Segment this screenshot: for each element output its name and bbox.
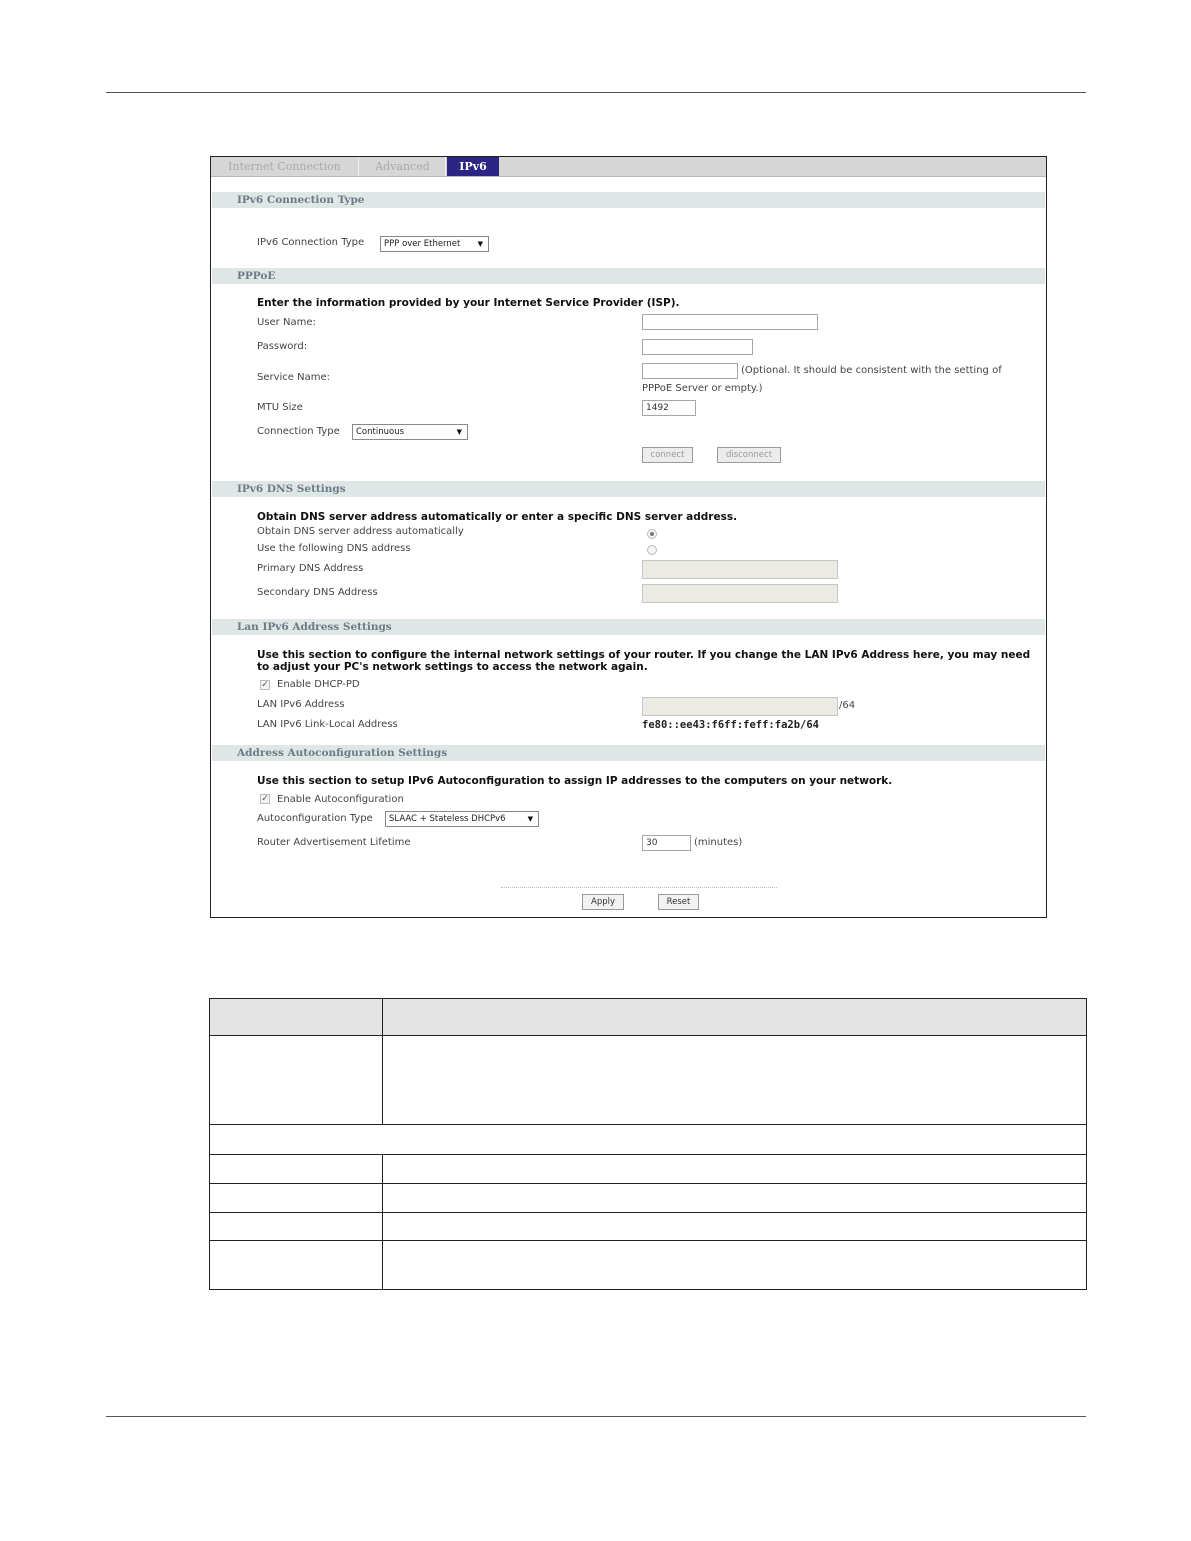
table-cell (210, 1213, 383, 1241)
table-cell (383, 1155, 1087, 1184)
table-cell (210, 1036, 383, 1125)
password-label: Password: (257, 341, 308, 352)
table-cell (210, 1125, 1087, 1155)
connection-type-select[interactable] (352, 424, 468, 440)
user-name-input[interactable] (642, 314, 818, 330)
enable-autoconfiguration-checkbox[interactable] (260, 794, 270, 804)
autoconfiguration-type-select[interactable] (385, 811, 539, 827)
connection-type-label: Connection Type (257, 426, 340, 437)
enable-autoconfiguration-label: Enable Autoconfiguration (277, 794, 404, 805)
dhcp-pd-checkbox[interactable] (260, 680, 270, 690)
table-row (210, 1213, 1087, 1241)
lan-ipv6-address-input[interactable] (642, 697, 838, 716)
table-header-row (210, 999, 1087, 1036)
chevron-down-icon: ▼ (456, 428, 462, 436)
pppoe-intro: Enter the information provided by your Internet Service Provider (ISP). (257, 297, 680, 309)
service-name-hint-2: PPPoE Server or empty.) (642, 383, 763, 394)
table-cell (383, 1184, 1087, 1213)
table-row (210, 1155, 1087, 1184)
tab-ipv6[interactable]: IPv6 (447, 157, 499, 176)
table-cell (383, 1241, 1087, 1290)
page-header-rule (106, 92, 1086, 93)
tab-bar (211, 157, 1046, 177)
connection-type-value: Continuous (356, 427, 405, 437)
ra-lifetime-input[interactable]: 30 (642, 835, 691, 851)
ipv6-connection-type-select[interactable] (380, 236, 489, 252)
lan-ipv6-address-label: LAN IPv6 Address (257, 699, 345, 710)
disconnect-button[interactable]: disconnect (717, 447, 781, 463)
section-ipv6-connection-type: IPv6 Connection Type (212, 192, 1045, 208)
password-input[interactable] (642, 339, 753, 355)
table-cell (210, 1241, 383, 1290)
dns-manual-label: Use the following DNS address (257, 543, 411, 554)
service-name-label: Service Name: (257, 372, 331, 383)
table-header-cell (383, 999, 1087, 1036)
section-lan-ipv6-address-settings: Lan IPv6 Address Settings (212, 619, 1045, 635)
ipv6-settings-screenshot (210, 156, 1047, 918)
checkmark-icon: ✓ (261, 794, 269, 804)
table-cell (210, 1184, 383, 1213)
autoconfiguration-type-value: SLAAC + Stateless DHCPv6 (389, 814, 506, 824)
autoconfiguration-type-label: Autoconfiguration Type (257, 813, 373, 824)
link-local-label: LAN IPv6 Link-Local Address (257, 719, 398, 730)
dns-auto-label: Obtain DNS server address automatically (257, 526, 464, 537)
mtu-size-label: MTU Size (257, 402, 303, 413)
page-footer-rule (106, 1416, 1086, 1417)
table-row (210, 1184, 1087, 1213)
mtu-size-input[interactable]: 1492 (642, 400, 696, 416)
secondary-dns-label: Secondary DNS Address (257, 587, 378, 598)
table-section-row (210, 1125, 1087, 1155)
table-cell (383, 1036, 1087, 1125)
connect-button[interactable]: connect (642, 447, 693, 463)
tab-advanced[interactable]: Advanced (360, 157, 446, 176)
section-address-autoconfiguration: Address Autoconfiguration Settings (212, 745, 1045, 761)
section-pppoe: PPPoE (212, 268, 1045, 284)
dhcp-pd-label: Enable DHCP-PD (277, 679, 360, 690)
checkmark-icon: ✓ (261, 680, 269, 690)
description-table (209, 998, 1087, 1290)
prefix-length-suffix: /64 (839, 700, 856, 711)
table-cell (383, 1213, 1087, 1241)
table-header-cell (210, 999, 383, 1036)
reset-button[interactable]: Reset (658, 894, 699, 910)
ra-lifetime-label: Router Advertisement Lifetime (257, 837, 411, 848)
ipv6-connection-type-label: IPv6 Connection Type (257, 237, 365, 248)
table-row (210, 1241, 1087, 1290)
table-row (210, 1036, 1087, 1125)
section-ipv6-dns-settings: IPv6 DNS Settings (212, 481, 1045, 497)
ipv6-connection-type-value: PPP over Ethernet (384, 239, 461, 249)
ra-lifetime-unit: (minutes) (694, 837, 743, 848)
dns-manual-radio[interactable] (647, 545, 657, 555)
autoconf-intro: Use this section to setup IPv6 Autoconfiguration to assign IP addresses to the computers on your network. (257, 775, 893, 787)
divider (501, 887, 777, 888)
dns-intro: Obtain DNS server address automatically or enter a specific DNS server address. (257, 511, 738, 523)
primary-dns-label: Primary DNS Address (257, 563, 364, 574)
apply-button[interactable]: Apply (582, 894, 624, 910)
primary-dns-input[interactable] (642, 560, 838, 579)
chevron-down-icon: ▼ (477, 240, 483, 248)
tab-internet-connection[interactable]: Internet Connection (211, 157, 359, 176)
user-name-label: User Name: (257, 317, 316, 328)
table-cell (210, 1155, 383, 1184)
link-local-value: fe80::ee43:f6ff:feff:fa2b/64 (642, 719, 820, 731)
secondary-dns-input[interactable] (642, 584, 838, 603)
service-name-input[interactable] (642, 363, 738, 379)
dns-auto-radio[interactable] (647, 529, 657, 539)
lan-intro: Use this section to configure the internal network settings of your router. If you change the LAN IPv6 Address here, you may need to adjust your PC's network settings to access the network again. (257, 649, 1031, 673)
chevron-down-icon: ▼ (527, 815, 533, 823)
service-name-hint-1: (Optional. It should be consistent with the setting of (741, 365, 1002, 376)
